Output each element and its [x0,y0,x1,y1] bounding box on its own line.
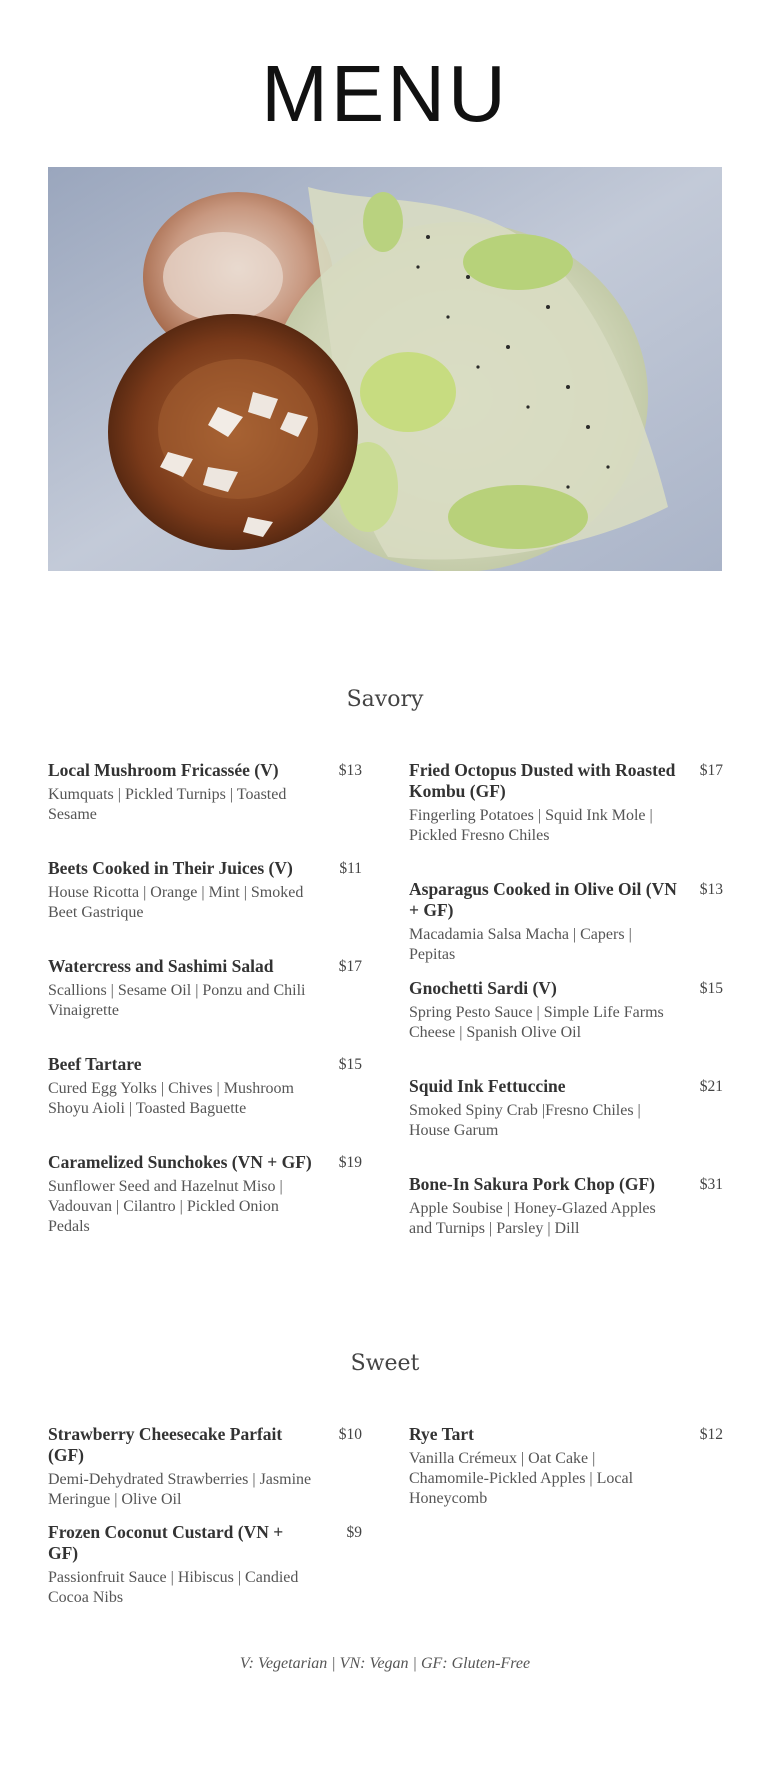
dietary-legend: V: Vegetarian | VN: Vegan | GF: Gluten-Free [239,1655,531,1672]
menu-item [409,760,723,879]
item-name: Local Mushroom Fricassée (V) [48,760,279,780]
menu-item [48,1054,362,1152]
item-description: Vanilla Crémeux | Oat Cake | Chamomile-Pickled Apples | Local Honeycomb [409,1450,634,1507]
item-description: Fingerling Potatoes | Squid Ink Mole | Pickled Fresno Chiles [409,807,653,844]
menu-item [48,1152,362,1237]
item-name: Squid Ink Fettuccine [409,1076,566,1096]
section-title-sweet: Sweet [350,1351,420,1376]
item-price: $15 [338,1056,362,1073]
menu-item [409,1424,723,1509]
item-description: Spring Pesto Sauce | Simple Life Farms Cheese | Spanish Olive Oil [409,1004,664,1041]
menu-item [48,858,362,956]
item-name: Bone-In Sakura Pork Chop (GF) [409,1174,656,1194]
item-price: $17 [699,762,723,779]
sweet-left-column [48,1424,362,1608]
savory-right-column [409,760,723,1239]
menu-item [48,1522,362,1608]
menu-item [48,1424,362,1522]
item-price: $21 [699,1078,723,1095]
savory-left-column [48,760,362,1237]
item-price: $19 [338,1154,362,1171]
menu-item [409,1076,723,1174]
item-price: $15 [699,980,723,997]
item-name: Beets Cooked in Their Juices (V) [48,858,293,878]
item-description: Cured Egg Yolks | Chives | Mushroom Shoyu Aioli | Toasted Baguette [48,1080,294,1117]
hero-food-photo [48,167,722,571]
item-description: House Ricotta | Orange | Mint | Smoked Beet Gastrique [48,884,304,921]
item-name: Beef Tartare [48,1054,142,1074]
item-description: Smoked Spiny Crab |Fresno Chiles | House Garum [409,1102,641,1139]
item-name: Watercress and Sashimi Salad [48,956,274,976]
item-price: $31 [699,1176,723,1193]
item-description: Kumquats | Pickled Turnips | Toasted Sesame [48,786,287,823]
item-description: Demi-Dehydrated Strawberries | Jasmine Meringue | Olive Oil [48,1471,312,1508]
menu-item [409,879,723,978]
item-description: Scallions | Sesame Oil | Ponzu and Chili Vinaigrette [48,982,306,1019]
item-name: Fried Octopus Dusted with Roasted Kombu (GF) [409,760,676,801]
item-price: $13 [338,762,362,779]
menu-item [409,978,723,1076]
menu-item [48,760,362,858]
item-description: Macadamia Salsa Macha | Capers | Pepitas [409,926,632,963]
item-name: Rye Tart [409,1424,475,1444]
item-name: Gnochetti Sardi (V) [409,978,557,998]
item-name: Asparagus Cooked in Olive Oil (VN + GF) [409,879,677,920]
menu-item [409,1174,723,1239]
item-price: $17 [338,958,362,975]
item-name: Strawberry Cheesecake Parfait (GF) [48,1424,283,1465]
sweet-right-column [409,1424,723,1509]
item-name: Caramelized Sunchokes (VN + GF) [48,1152,312,1172]
item-price: $10 [338,1426,362,1443]
item-price: $11 [339,860,362,877]
item-description: Sunflower Seed and Hazelnut Miso | Vadouvan | Cilantro | Pickled Onion Pedals [48,1178,283,1235]
menu-item [48,956,362,1054]
item-price: $9 [346,1524,362,1541]
section-title-savory: Savory [346,687,424,712]
item-name: Frozen Coconut Custard (VN + GF) [48,1522,284,1563]
menu-title: MENU [261,49,509,138]
item-description: Passionfruit Sauce | Hibiscus | Candied Cocoa Nibs [48,1569,299,1606]
item-price: $12 [699,1426,723,1443]
item-price: $13 [699,881,723,898]
item-description: Apple Soubise | Honey-Glazed Apples and Turnips | Parsley | Dill [409,1200,656,1237]
